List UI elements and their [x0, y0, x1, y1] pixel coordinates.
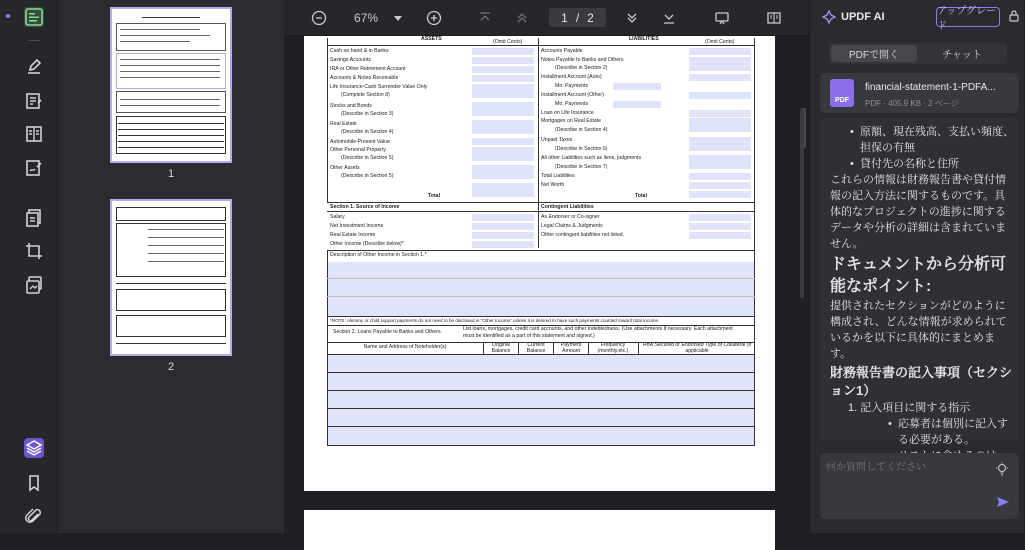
response-paragraph: 提供されたセクションがどのように構成され、どんな情報が求められているかを以下に具体的にまとめます。	[830, 300, 1007, 360]
updf-ai-logo-icon	[822, 10, 836, 24]
layers-icon[interactable]	[24, 438, 44, 458]
assets-total-label: Total	[428, 193, 441, 199]
table-header: How Secured or Endorsed Type of Collateral (if applicable	[642, 342, 752, 354]
asset-input[interactable]	[472, 75, 534, 82]
organize-pages-icon[interactable]	[24, 208, 44, 228]
ai-question-box[interactable]	[820, 453, 1019, 519]
ai-response-area[interactable]	[820, 118, 1019, 446]
loans-table-input[interactable]	[328, 355, 754, 445]
asset-label: Real Estate	[330, 121, 357, 127]
page-separator: /	[575, 10, 580, 25]
edit-pdf-icon[interactable]	[24, 91, 44, 111]
liability-input[interactable]	[689, 155, 751, 169]
slideshow-icon[interactable]	[714, 8, 730, 28]
tools-icon[interactable]	[24, 275, 44, 295]
liability-label: Mo. Payments	[555, 83, 589, 89]
file-meta: PDF · 405.9 KB · 2 ページ	[865, 99, 959, 108]
asset-label: (Describe in Section 3)	[341, 111, 394, 117]
header-assets: ASSETS	[421, 36, 442, 42]
view-toolbar	[284, 0, 809, 36]
total-liabilities-input[interactable]	[689, 173, 751, 180]
asset-input[interactable]	[472, 84, 534, 98]
liability-input[interactable]	[689, 118, 751, 132]
document-viewer[interactable]	[284, 36, 809, 533]
prompt-suggestion-icon[interactable]	[995, 462, 1009, 476]
response-numbered-item: 1. 記入項目に関する指示	[848, 402, 971, 414]
income-input[interactable]	[472, 241, 534, 248]
income-note: *NOTE: Alimony or child support payments do not need to be disclosed in "Other Income" unless it is desired to have such payments counted toward total income.	[330, 318, 660, 323]
asset-label: Savings Accounts	[330, 57, 371, 63]
page-thumbnail-1[interactable]	[110, 7, 232, 163]
next-page-icon[interactable]	[624, 8, 640, 28]
response-bullet: • 貸付先の名称と住所	[830, 156, 1016, 172]
attachment-icon[interactable]	[24, 507, 44, 527]
response-bullet: • 原額、現在残高、支払い頻度、担保の有無	[830, 124, 1016, 156]
liabilities-total-label: Total	[635, 193, 648, 199]
ai-question-input[interactable]	[826, 462, 986, 473]
header-omit-cents-2: (Omit Cents)	[705, 39, 735, 45]
crop-icon[interactable]	[24, 241, 44, 261]
previous-page-icon[interactable]	[514, 8, 530, 28]
rail-divider	[28, 40, 40, 41]
income-input[interactable]	[472, 214, 534, 221]
file-name: financial-statement-1-PDFA...	[865, 82, 996, 93]
contingent-input[interactable]	[689, 214, 751, 221]
header-omit-cents-1: (Omit Cents)	[493, 39, 523, 45]
description-label: Description of Other Income in Section 1.*	[330, 252, 427, 258]
total-pages: 2	[587, 10, 594, 25]
description-input[interactable]	[328, 262, 754, 316]
ai-assistant-panel	[809, 0, 1024, 533]
reader-mode-icon[interactable]	[24, 7, 44, 27]
asset-input[interactable]	[472, 102, 534, 116]
asset-label: Life Insurance-Cash Surrender Value Only	[330, 84, 428, 90]
table-header: Name and Address of Noteholder(s)	[363, 344, 447, 350]
section1-title: Section 1. Source of Income	[330, 204, 400, 210]
zoom-dropdown-icon[interactable]	[392, 8, 404, 28]
table-header: Original Balance	[491, 342, 511, 354]
file-card[interactable]	[820, 73, 1019, 113]
send-icon[interactable]	[996, 495, 1010, 509]
thumbnail-panel	[58, 0, 284, 533]
liabilities-total-input[interactable]	[689, 191, 751, 198]
asset-label: Accounts & Notes Receivable	[330, 75, 399, 81]
liability-label: Loan on Life Insurance	[541, 110, 594, 116]
mo-payment-input[interactable]	[613, 101, 661, 108]
first-page-icon[interactable]	[477, 8, 493, 28]
income-label: Salary	[330, 214, 345, 220]
ai-response-text	[830, 124, 1016, 464]
net-worth-input[interactable]	[689, 182, 751, 189]
contingent-title: Contingent Liabilities	[541, 204, 594, 210]
pdf-page-2	[304, 510, 775, 550]
section2-description: List loans, mortgages, credit card accounts, and other indebtedness. (Use attachments if necessary. Each attachment must be identified as a part of this statement and signed.)	[463, 326, 733, 339]
pdf-page-1	[304, 36, 775, 491]
asset-label: (Complete Section 8)	[341, 92, 390, 98]
income-label: Real Estate Income	[330, 232, 376, 238]
asset-input[interactable]	[472, 147, 534, 161]
liability-label: Installment Account (Auto)	[541, 74, 602, 80]
thumbnail-label-2: 2	[167, 361, 175, 373]
liability-label: (Describe in Section 6)	[555, 146, 608, 152]
response-paragraph: これらの情報は財務報告書や貸付情報の記入方法に関するものです。具体的なプロジェクトの進捗に関するデータや分析の詳細は含まれていません。	[830, 174, 1006, 250]
tab-open-pdf[interactable]: PDFで開く	[831, 45, 917, 62]
ai-mode-tabs	[829, 43, 1007, 64]
sign-icon[interactable]	[24, 158, 44, 178]
section2-title: Section 2. Loans Payable to Banks and Others.	[333, 329, 443, 335]
ai-panel-title: UPDF AI	[841, 11, 885, 23]
asset-label: Stocks and Bonds	[330, 103, 372, 109]
asset-input[interactable]	[472, 48, 534, 55]
asset-input[interactable]	[472, 57, 534, 64]
pdf-file-icon: PDF	[830, 79, 854, 107]
tool-rail	[0, 0, 58, 533]
zoom-level[interactable]: 67%	[353, 11, 379, 25]
liability-label: Mortgages on Real Estate	[541, 118, 601, 124]
status-dot	[6, 14, 10, 18]
asset-total-input[interactable]	[472, 183, 534, 197]
liability-label: Unpaid Taxes	[541, 137, 573, 143]
last-page-icon[interactable]	[661, 8, 677, 28]
table-header: Frequency (monthly,etc.)	[597, 342, 629, 354]
page-indicator[interactable]	[549, 8, 606, 27]
header-liabilities: LIABILITIES	[629, 36, 659, 42]
liability-label: Accounts Payable	[541, 48, 583, 54]
asset-input[interactable]	[472, 138, 534, 145]
asset-label: Cash on hand & in Banks	[330, 48, 389, 54]
liability-input[interactable]	[689, 92, 751, 99]
contingent-input[interactable]	[689, 232, 751, 239]
asset-label: (Describe in Section 4)	[341, 129, 394, 135]
liability-label: Mo. Payments	[555, 101, 589, 107]
liability-label: Net Worth	[541, 182, 565, 188]
response-heading: 財務報告書の記入事項（セクション1）	[830, 365, 1013, 398]
liability-label: Notes Payable to Banks and Others	[541, 57, 624, 63]
asset-input[interactable]	[472, 120, 534, 134]
asset-label: (Describe in Section 5)	[341, 155, 394, 161]
zoom-out-icon[interactable]	[311, 8, 327, 28]
thumbnail-label-1: 1	[167, 168, 175, 180]
contingent-label: As Endorser or Co-signer	[541, 214, 600, 220]
current-page[interactable]: 1	[561, 10, 568, 25]
liability-input[interactable]	[689, 48, 751, 55]
contingent-label: Other contingent liabilities not listed.	[541, 232, 625, 238]
bookmark-icon[interactable]	[24, 473, 44, 493]
liability-input[interactable]	[689, 57, 751, 71]
asset-label: Automobile-Present Value	[330, 139, 390, 145]
upgrade-button[interactable]: アップグレード	[936, 7, 1000, 27]
asset-label: Other Personal Property	[330, 147, 386, 153]
liability-label: (Describe in Section 7)	[555, 164, 608, 170]
liability-label: Total Liabilities	[541, 173, 575, 179]
mo-payment-input[interactable]	[613, 83, 661, 90]
response-sub-bullet: • 応募者は個別に記入する必要がある。	[830, 416, 1016, 448]
liability-label: (Describe in Section 4)	[555, 127, 608, 133]
asset-label: (Describe in Section 5)	[341, 173, 394, 179]
lock-icon[interactable]	[1007, 9, 1021, 23]
liability-label: Installment Account (Other)	[541, 92, 604, 98]
income-label: Other Income (Describe below)*	[330, 241, 404, 247]
table-header: Payment Amount	[560, 342, 582, 354]
liability-label: All other Liabilities such as liens, judgments	[541, 155, 642, 161]
comment-highlight-icon[interactable]	[24, 57, 44, 77]
income-label: Net Investment Income	[330, 223, 384, 229]
asset-label: IRA or Other Retirement Account	[330, 66, 406, 72]
liability-input[interactable]	[689, 110, 751, 117]
ai-panel-header	[810, 0, 1025, 36]
liability-input[interactable]	[689, 137, 751, 151]
income-input[interactable]	[472, 232, 534, 239]
page-layout-icon[interactable]	[766, 8, 782, 28]
table-header: Current Balance	[526, 342, 546, 354]
zoom-in-icon[interactable]	[426, 8, 442, 28]
form-icon[interactable]	[24, 124, 44, 144]
income-input[interactable]	[472, 223, 534, 230]
contingent-input[interactable]	[689, 223, 751, 230]
ai-panel-divider-scroll[interactable]	[800, 108, 804, 298]
page-thumbnail-2[interactable]	[110, 199, 232, 356]
response-heading: ドキュメントから分析可能なポイント:	[830, 256, 1007, 295]
contingent-label: Legal Claims & Judgments	[541, 223, 603, 229]
asset-input[interactable]	[472, 66, 534, 73]
tab-chat[interactable]: チャット	[942, 50, 982, 61]
asset-label: Other Assets	[330, 165, 360, 171]
asset-input[interactable]	[472, 165, 534, 179]
liability-label: (Describe in Section 2)	[555, 65, 608, 71]
liability-input[interactable]	[689, 74, 751, 81]
